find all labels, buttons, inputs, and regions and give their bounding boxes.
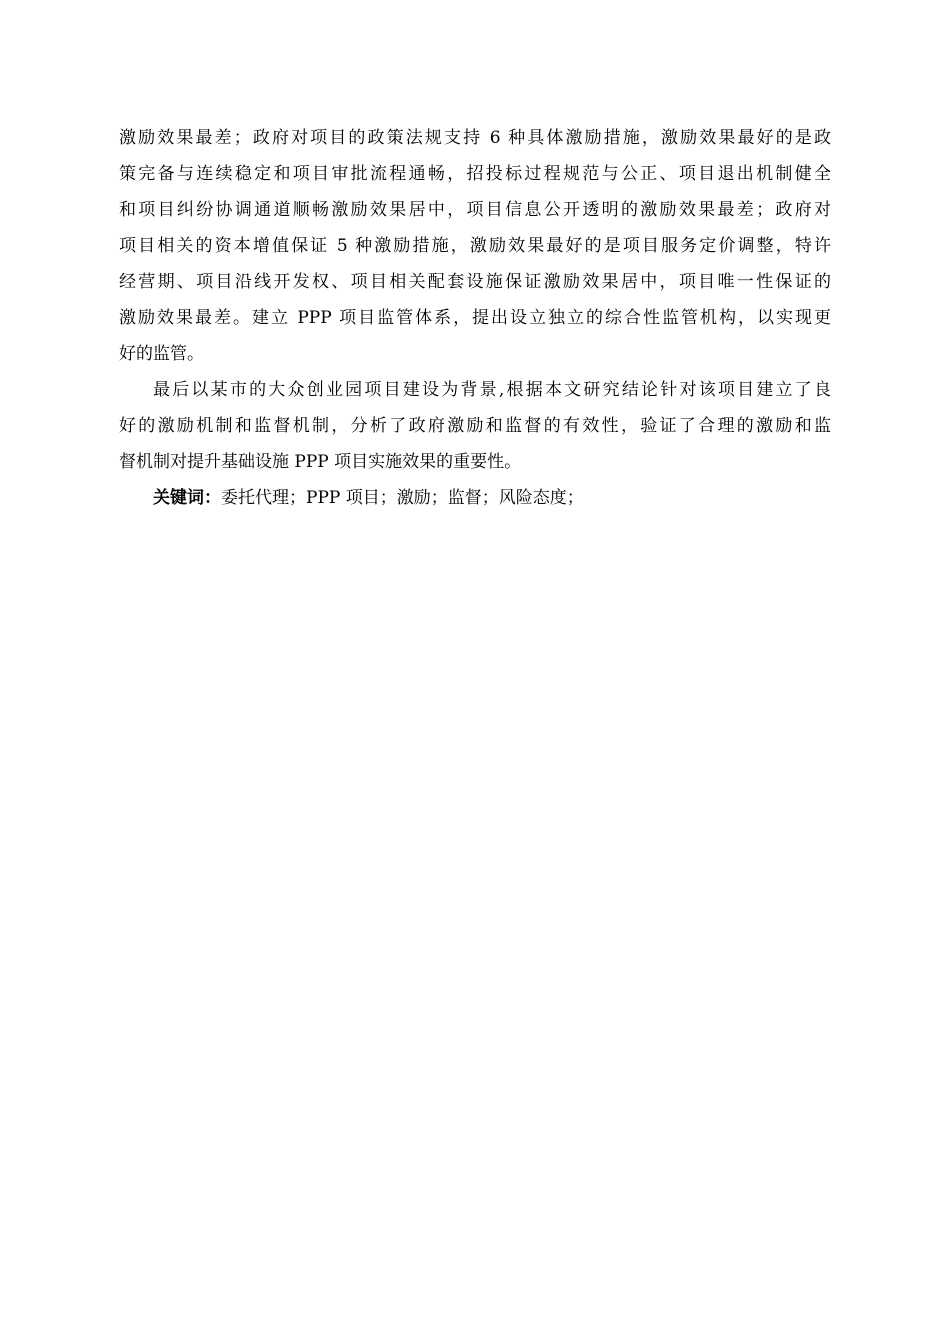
- paragraph-line: 激励效果最差；政府对项目的政策法规支持 6 种具体激励措施，激励效果最好的是政: [119, 128, 831, 148]
- paragraph-line: 策完备与连续稳定和项目审批流程通畅，招投标过程规范与公正、项目退出机制健全: [119, 164, 831, 184]
- paragraph-incentive-effects: [119, 120, 831, 372]
- abstract-body: [119, 120, 831, 516]
- paragraph-line: 和项目纠纷协调通道顺畅激励效果居中，项目信息公开透明的激励效果最差；政府对: [119, 200, 831, 220]
- paragraph-line: 激励效果最差。建立 PPP 项目监管体系，提出设立独立的综合性监管机构，以实现更: [119, 308, 831, 328]
- keywords-label: 关键词：: [153, 488, 221, 508]
- keywords-value: 委托代理；PPP 项目；激励；监督；风险态度；: [221, 488, 584, 508]
- paragraph-line: 最后以某市的大众创业园项目建设为背景,根据本文研究结论针对该项目建立了良: [153, 380, 831, 400]
- keywords-line: [119, 480, 831, 516]
- paragraph-line: 项目相关的资本增值保证 5 种激励措施，激励效果最好的是项目服务定价调整，特许: [119, 236, 831, 256]
- paragraph-case-study: [119, 372, 831, 480]
- paragraph-line: 经营期、项目沿线开发权、项目相关配套设施保证激励效果居中，项目唯一性保证的: [119, 272, 831, 292]
- paragraph-line: 好的监管。: [119, 344, 204, 364]
- paragraph-line: 好的激励机制和监督机制，分析了政府激励和监督的有效性，验证了合理的激励和监: [119, 416, 831, 436]
- paragraph-line: 督机制对提升基础设施 PPP 项目实施效果的重要性。: [119, 452, 522, 472]
